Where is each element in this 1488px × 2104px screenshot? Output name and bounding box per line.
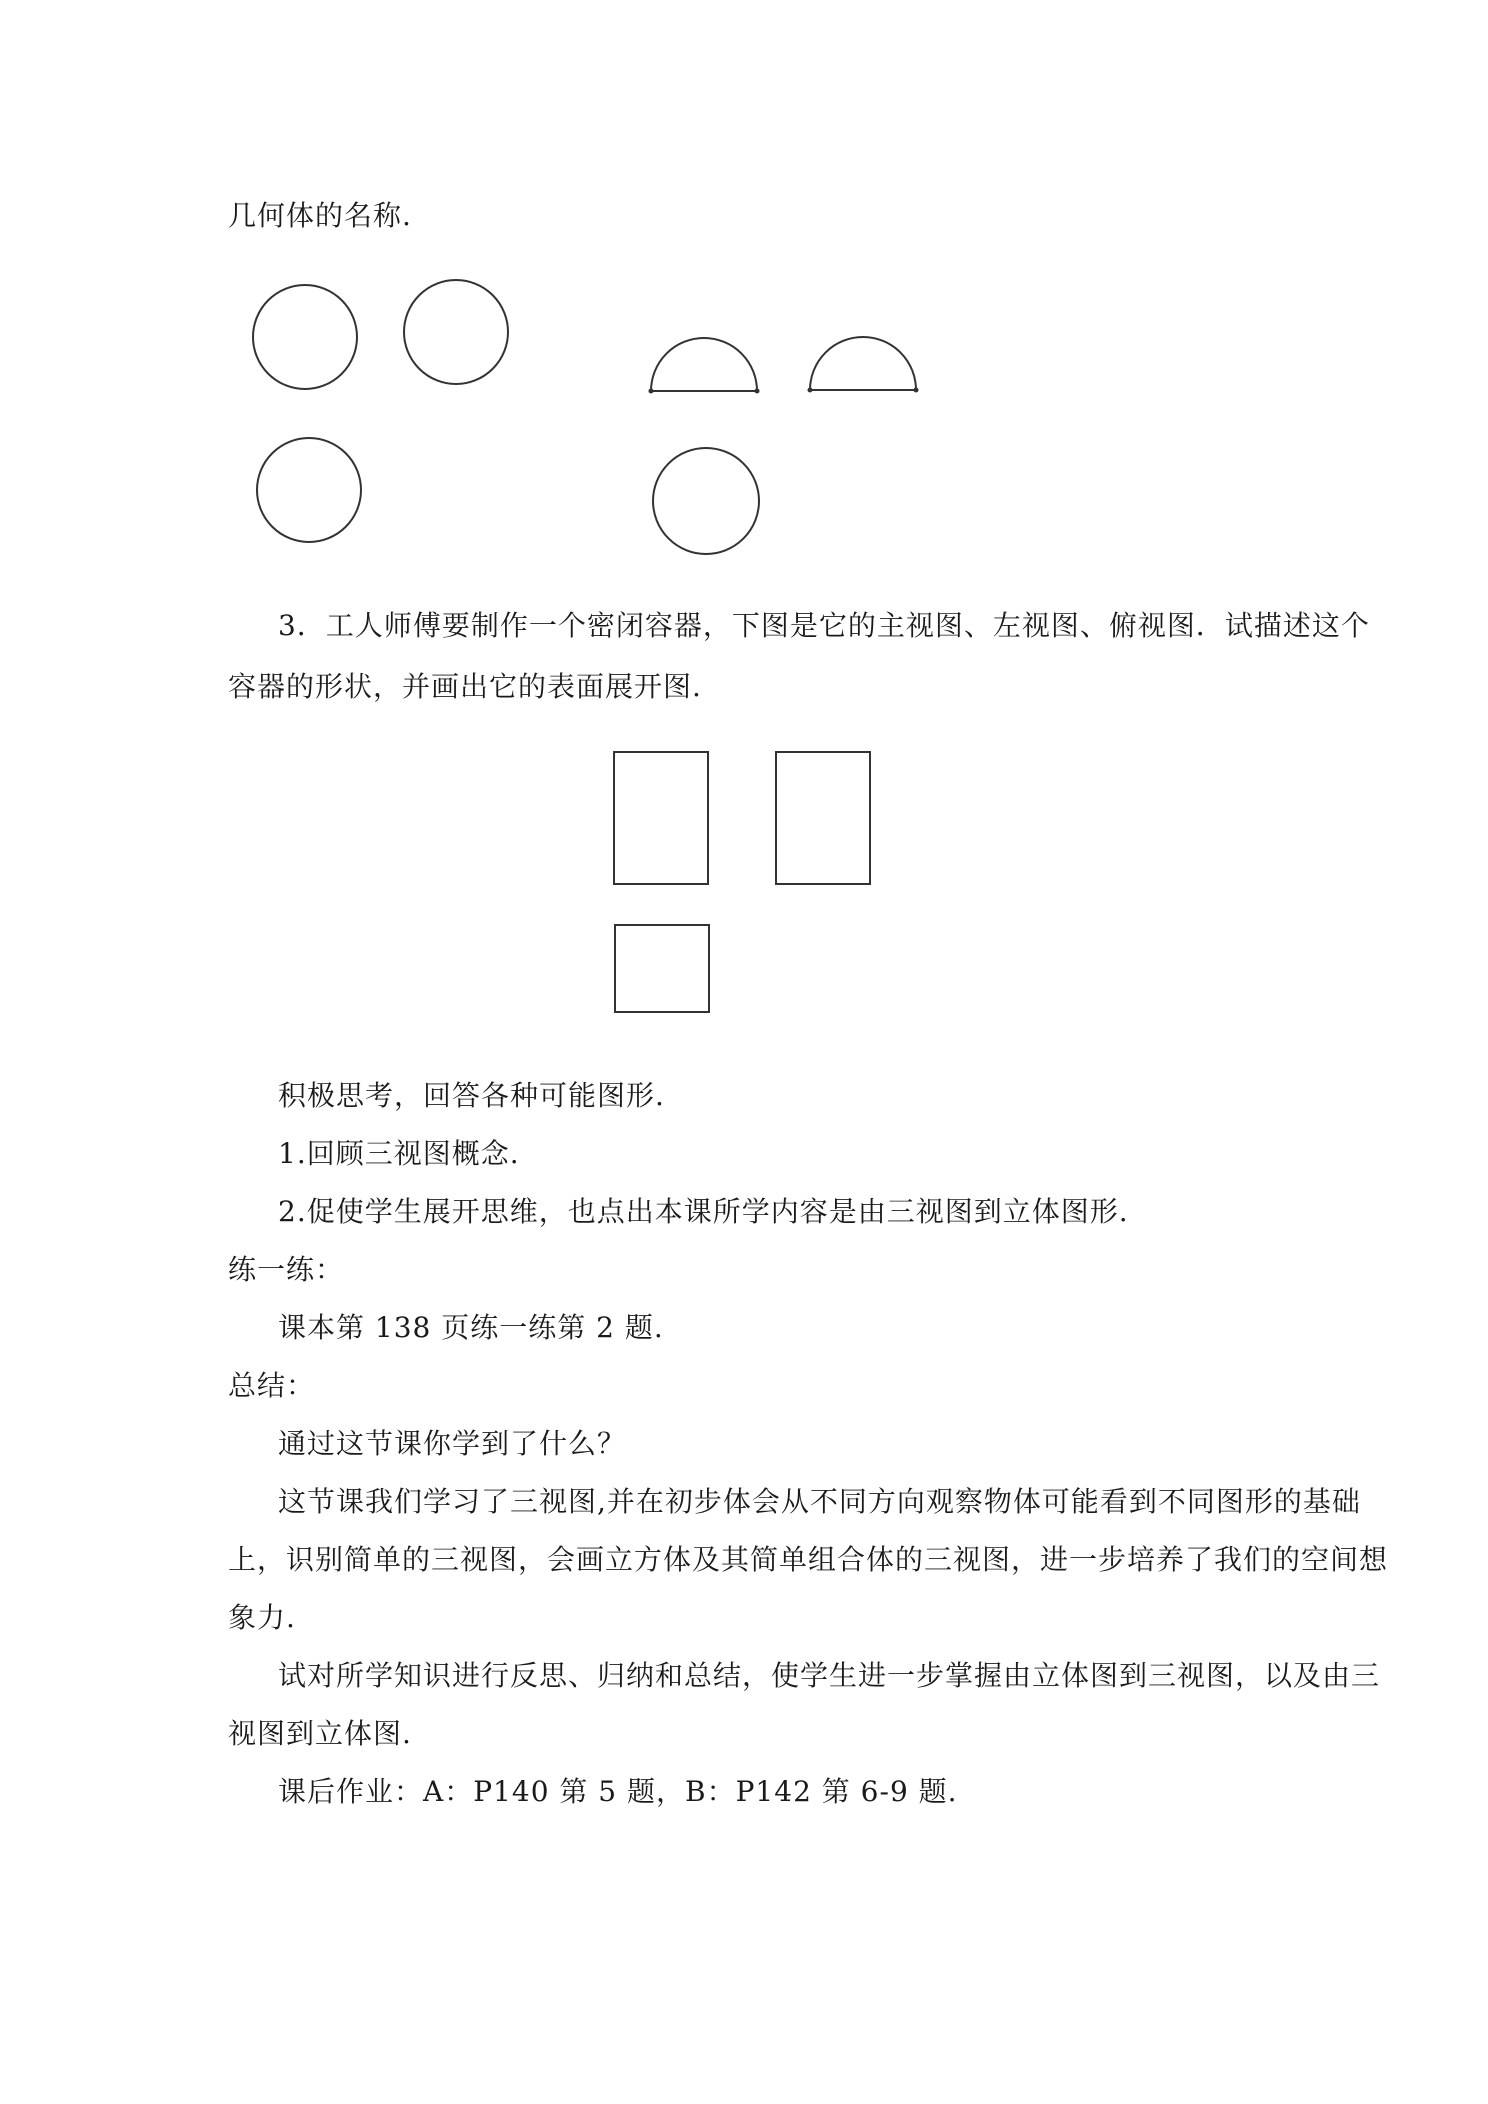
paragraph-line: 通过这节课你学到了什么？ bbox=[278, 1427, 627, 1460]
paragraph-line: 课后作业：A：P140 第 5 题，B：P142 第 6-9 题. bbox=[278, 1775, 958, 1808]
paragraph-line: 3．工人师傅要制作一个密闭容器，下图是它的主视图、左视图、俯视图．试描述这个 bbox=[278, 609, 1370, 642]
paragraph-line: 试对所学知识进行反思、归纳和总结，使学生进一步掌握由立体图到三视图，以及由三 bbox=[278, 1659, 1381, 1692]
paragraph-line: 几何体的名称. bbox=[228, 199, 412, 232]
paragraph-line: 象力. bbox=[228, 1601, 296, 1634]
paragraph-line: 积极思考，回答各种可能图形. bbox=[278, 1079, 665, 1112]
paragraph-line: 上，识别简单的三视图，会画立方体及其简单组合体的三视图，进一步培养了我们的空间想 bbox=[228, 1543, 1389, 1576]
section-heading: 练一练： bbox=[228, 1253, 345, 1286]
section-heading: 总结： bbox=[228, 1369, 316, 1402]
top-view-rect bbox=[615, 925, 709, 1012]
paragraph-line: 2.促使学生展开思维，也点出本课所学内容是由三视图到立体图形. bbox=[278, 1195, 1129, 1228]
paragraph-line: 视图到立体图. bbox=[228, 1717, 412, 1750]
paragraph-line: 这节课我们学习了三视图,并在初步体会从不同方向观察物体可能看到不同图形的基础 bbox=[278, 1485, 1361, 1518]
front-view-rect bbox=[614, 752, 708, 884]
paragraph-line: 课本第 138 页练一练第 2 题. bbox=[278, 1311, 664, 1344]
paragraph-line: 1.回顾三视图概念. bbox=[278, 1137, 520, 1170]
left-view-rect bbox=[776, 752, 870, 884]
paragraph-line: 容器的形状，并画出它的表面展开图. bbox=[228, 670, 702, 703]
